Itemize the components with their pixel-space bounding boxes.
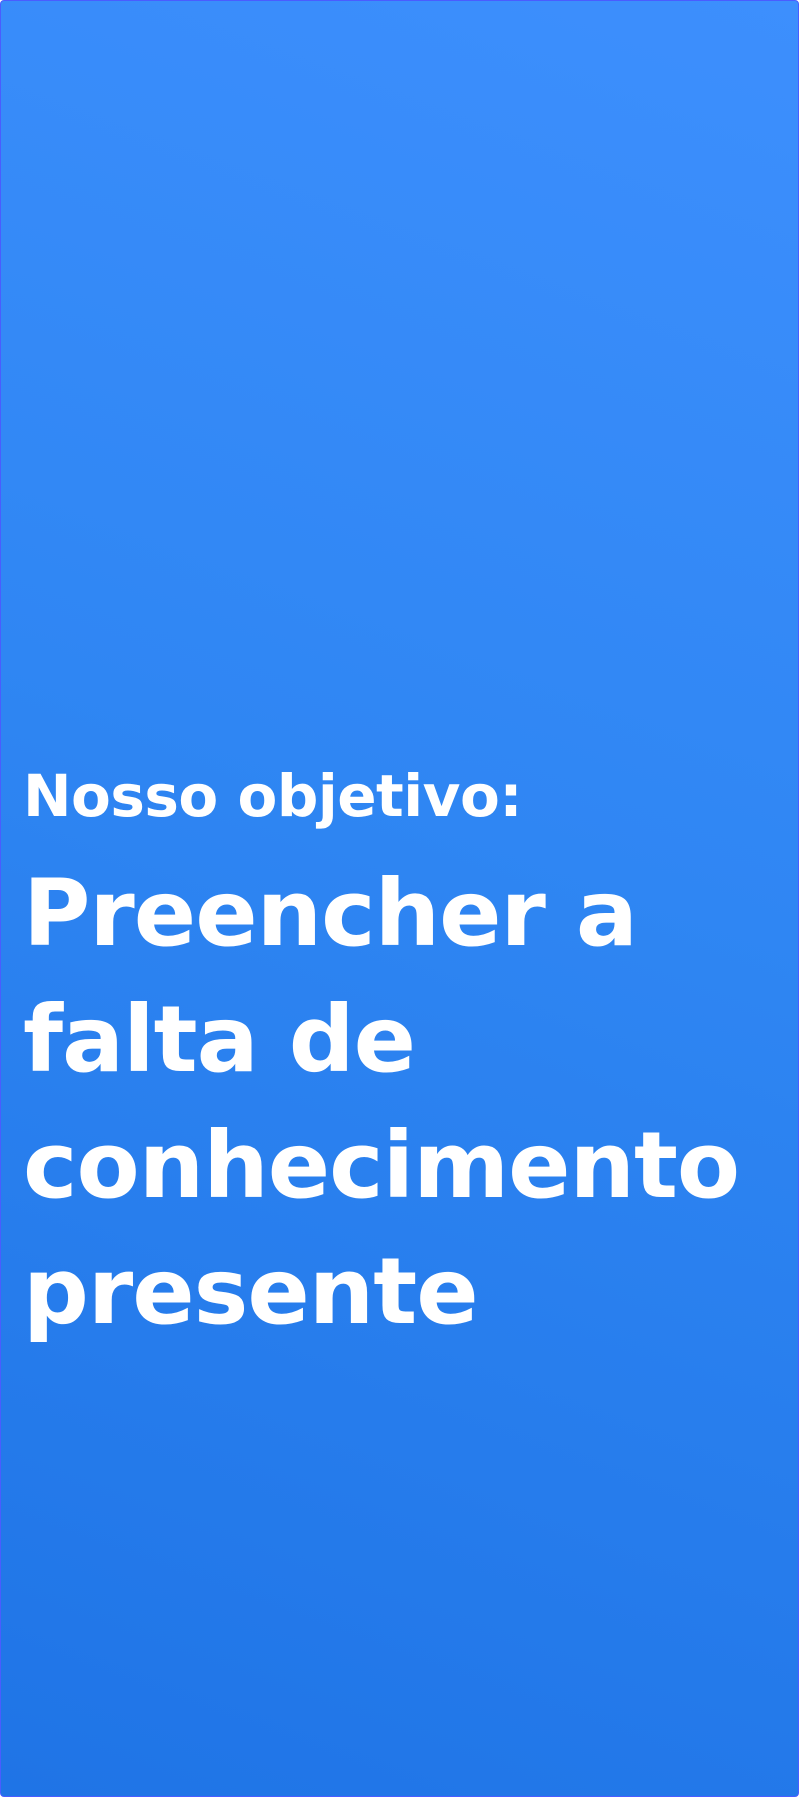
headline-line: falta de xyxy=(23,986,415,1093)
headline-line: presente xyxy=(23,1238,478,1345)
hero-content xyxy=(23,761,783,1355)
headline xyxy=(23,851,783,1355)
subtitle: Nosso objetivo: xyxy=(23,762,523,830)
headline-line: conhecimento xyxy=(23,1112,740,1219)
headline-line: Preencher a xyxy=(23,860,637,967)
